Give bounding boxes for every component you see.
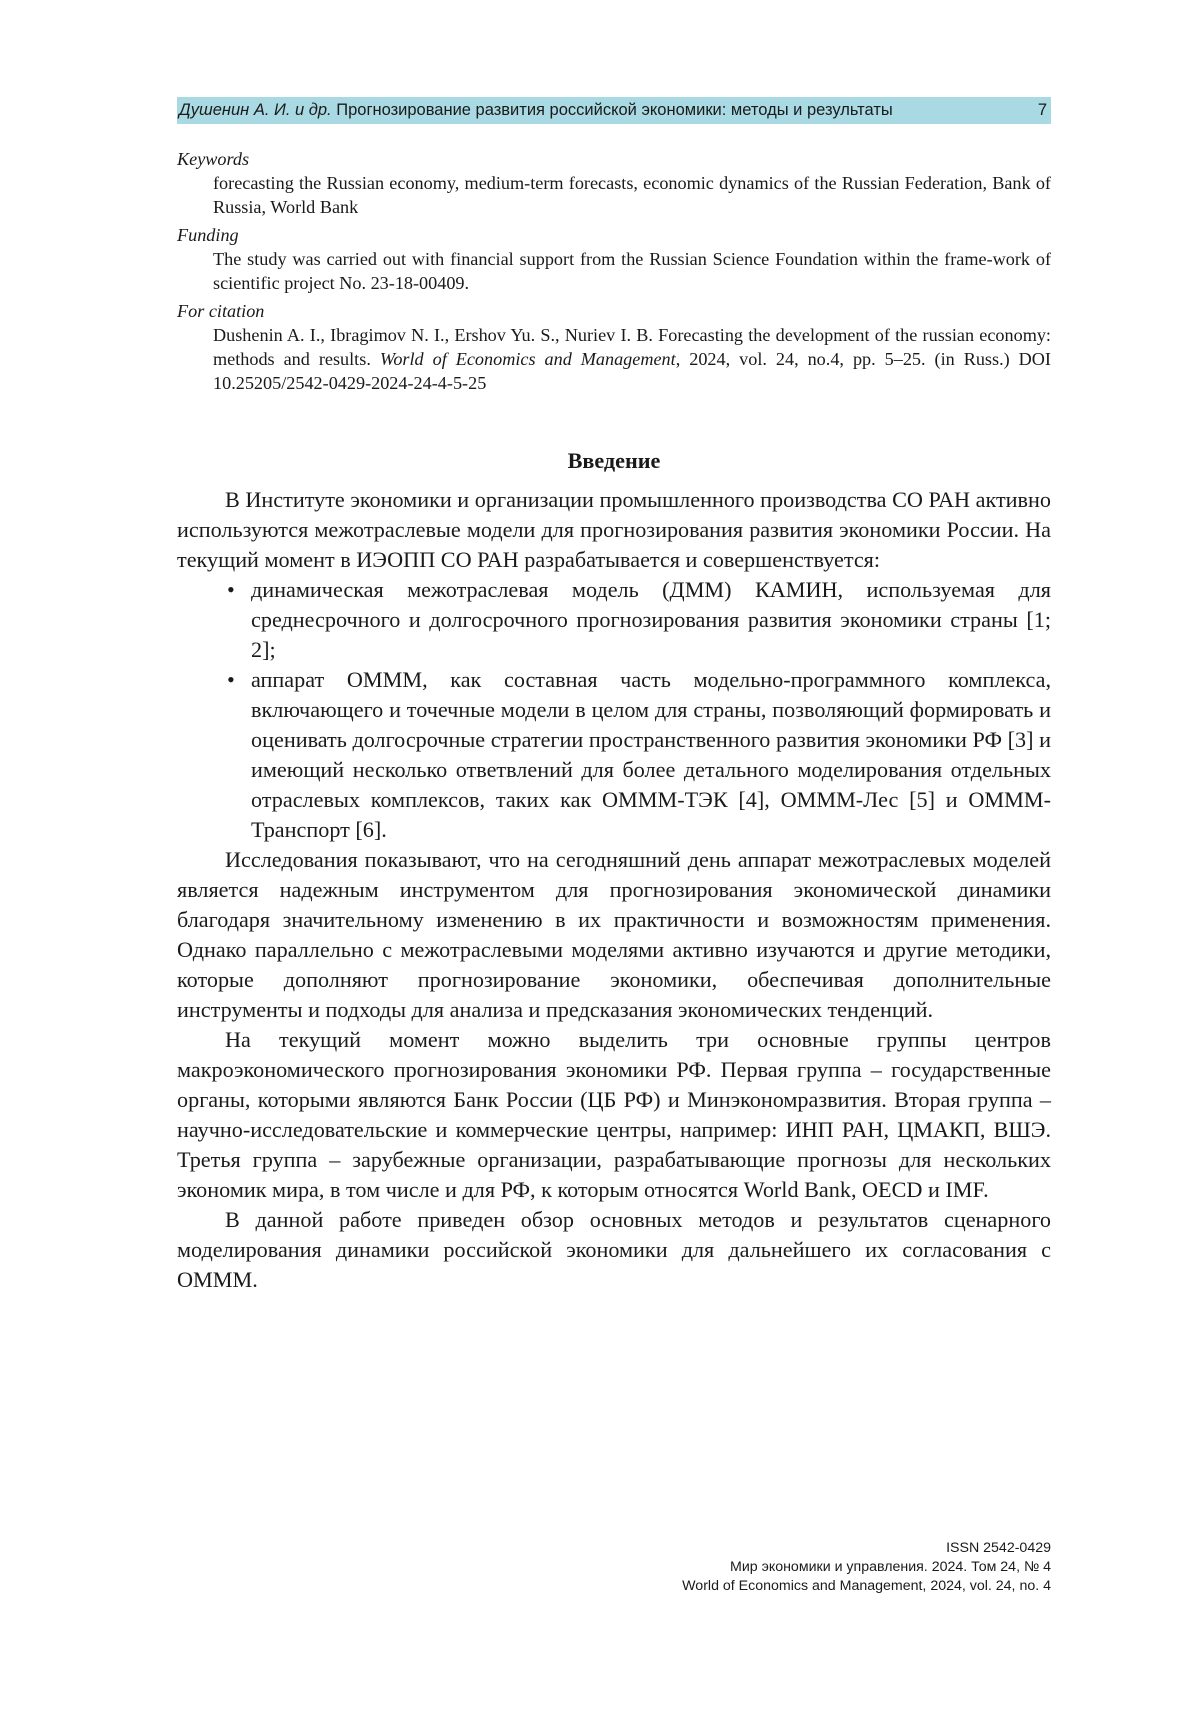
citation-text <box>213 323 1051 395</box>
funding-text: The study was carried out with financial support from the Russian Science Foundation within the frame-work of scientific project No. 23-18-00409. <box>213 249 1051 293</box>
footer-en-line: World of Economics and Management, 2024, vol. 24, no. 4 <box>682 1578 1051 1594</box>
citation-details: , 2024, vol. 24, no.4, pp. 5–25. (in Russ.) DOI 10.25205/2542-0429-2024-24-4-5-25 <box>213 349 1051 393</box>
citation-label: For citation <box>177 301 265 321</box>
bullet-text-kamin: динамическая межотраслевая модель (ДММ) КАМИН, используемая для среднесрочного и долгосрочного прогнозирования развития экономики страны [1; 2]; <box>251 577 1051 662</box>
running-header <box>177 97 1051 124</box>
list-item <box>177 575 1051 665</box>
journal-footer <box>682 1539 1051 1596</box>
paragraph-research: Исследования показывают, что на сегодняшний день аппарат межотраслевых моделей является надежным инструментом для прогнозирования экономической динамики благодаря значительному изменению в их практичности и возможностям применения. Однако параллельно с межотраслевыми моделями активно изучаются и другие методики, которые дополняют прогнозирование экономики, обеспечивая дополнительные инструменты и подходы для анализа и предсказания экономических тенденций. <box>177 847 1051 1022</box>
paragraph-groups: На текущий момент можно выделить три основные группы центров макроэкономического прогнозирования экономики РФ. Первая группа – государственные органы, которыми являются Банк России (ЦБ РФ) и Минэкономразвития. Вторая группа – научно-исследовательские и коммерческие центры, например: ИНП РАН, ЦМАКП, ВШЭ. Третья группа – зарубежные организации, разрабатывающие прогнозы для нескольких экономик мира, в том числе и для РФ, к которым относятся World Bank, OECD и IMF. <box>177 1027 1051 1202</box>
funding-label: Funding <box>177 225 239 245</box>
bullet-text-ommm: аппарат ОМММ, как составная часть модельно-программного комплекса, включающего и точечные модели в целом для страны, позволяющий формировать и оценивать долгосрочные стратегии пространственного развития экономики РФ [3] и имеющий несколько ответвлений для более детального моделирования отдельных отраслевых комплексов, таких как ОМММ-ТЭК [4], ОМММ-Лес [5] и ОМММ-Транспорт [6]. <box>251 667 1051 842</box>
keywords-label: Keywords <box>177 149 250 169</box>
citation-journal: World of Economics and Management <box>379 349 676 369</box>
main-text <box>177 446 1051 1295</box>
section-title: Введение <box>567 448 661 473</box>
article-metadata <box>177 147 1051 395</box>
keywords-text: forecasting the Russian economy, medium-term forecasts, economic dynamics of the Russian Federation, Bank of Russia, World Bank <box>213 173 1051 217</box>
page-number: 7 <box>1037 101 1047 119</box>
list-item <box>177 665 1051 845</box>
bullet-icon: • <box>227 577 235 602</box>
footer-issn: ISSN 2542-0429 <box>946 1540 1051 1556</box>
running-header-text <box>179 101 893 120</box>
citation-authors-title: Dushenin A. I., Ibragimov N. I., Ershov Yu. S., Nuriev I. B. Forecasting the development of the russian economy: methods and results. <box>213 325 1051 369</box>
bullet-list <box>177 575 1051 845</box>
header-authors: Душенин А. И. и др. <box>179 101 332 119</box>
paragraph-scope: В данной работе приведен обзор основных методов и результатов сценарного моделирования динамики российской экономики для дальнейшего их согласования с ОМММ. <box>177 1207 1051 1292</box>
header-title: Прогнозирование развития российской экономики: методы и результаты <box>336 101 893 119</box>
paragraph-intro: В Институте экономики и организации промышленного производства СО РАН активно используются межотраслевые модели для прогнозирования развития экономики России. На текущий момент в ИЭОПП СО РАН разрабатывается и совершенствуется: <box>177 487 1051 572</box>
bullet-icon: • <box>227 667 235 692</box>
footer-ru-line: Мир экономики и управления. 2024. Том 24, № 4 <box>730 1559 1051 1575</box>
